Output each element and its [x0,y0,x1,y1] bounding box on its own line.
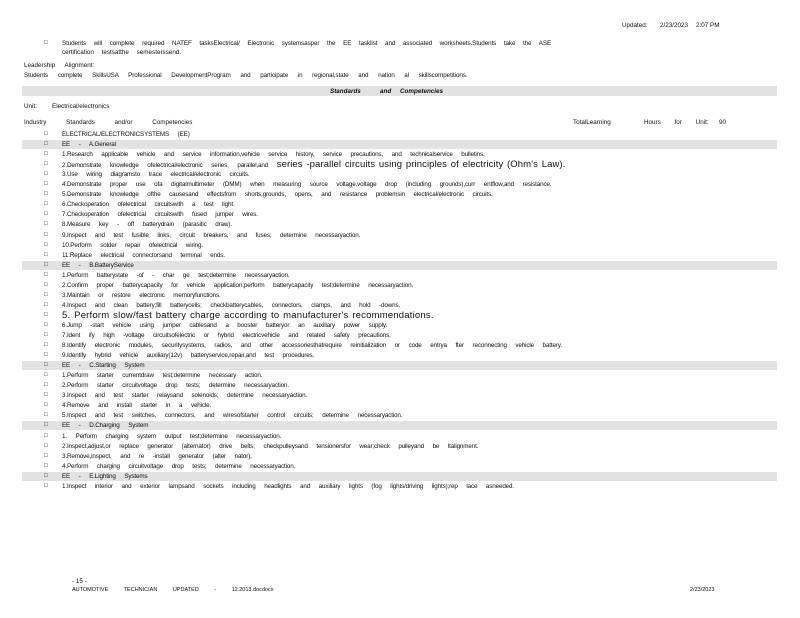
row-bullet-icon: □ [44,392,48,399]
standards-competencies: Competencies [400,88,444,95]
competency-item: 3.Remove,inspect, and re -install generator (alter nator). [62,452,252,460]
row-bullet-icon: □ [44,141,48,148]
row-bullet-icon: □ [44,131,48,137]
row-bullet-icon: □ [44,231,48,238]
section-band [22,140,777,149]
competency-item: 2.Confirm proper batterycapacity for vehicle application;perform batterycapacity test;determine necessaryaction. [62,281,414,289]
row-bullet-icon: □ [44,221,48,228]
updated-date: 2/23/2023 [660,22,689,29]
competency-item: 5. Perform slow/fast battery charge according to manufacturer's recommendations. [62,309,434,321]
row-bullet-icon: □ [44,301,48,308]
competency-item: 1.Perform starter currentdraw test;determine necessary action. [62,372,263,380]
competency-item: 1. Perform charging system output test;determine necessaryaction. [62,432,282,440]
row-bullet-icon: □ [44,151,48,158]
competency-item: 3.Use wiring diagramsto trace electrical/electronic circuits. [62,171,250,179]
row-bullet-icon: □ [44,211,48,218]
competency-emphasis: series -parallel circuits using principles of electricity (Ohm's Law). [276,159,566,171]
intro-line-2: certification testsatthe semesterssend. [62,49,182,56]
row-bullet-icon: □ [44,291,48,298]
competency-item: 7.Checkoperation ofelectrical circuitswith fused jumper wires. [62,211,258,219]
competency-item: 7.Ident ify high -voltage circuitsofelectric or hybrid electricvehicle and related safety precautions. [62,332,391,339]
row-bullet-icon: □ [44,422,48,429]
section-heading: EE - A.General [62,141,116,149]
competency-item: 8.Identify electronic modules, securitysystems, radios, and other accessoriesthatrequire reinitialization or code entrya fter reconnecting vehicle battery. [62,342,562,350]
competency-item: 4.Perform charging circuitvoltage drop tests; determine necessaryaction. [62,462,296,470]
leadership-heading: Leadership Alignment: [24,62,95,69]
row-bullet-icon: □ [44,321,48,328]
competency-item: 1.Perform batterystate -of - char ge test;determine necessaryaction. [62,271,290,279]
row-bullet-icon: □ [44,171,48,178]
competency-item: 5.Demonstrate knowledge ofthe causesand effectsfrom shorts,grounds, opens, and resistance problemsin electrical/electronic circuits. [62,191,493,199]
competency-item: 1.Inspect interior and exterior lampsand sockets including headlights and auxiliary lights (fog lights/driving lights);rep lace asneeded. [62,482,514,490]
intro-bullet-icon: □ [44,40,48,46]
row-bullet-icon: □ [44,372,48,379]
row-bullet-icon: □ [44,472,48,479]
industry-standards-label: Industry Standards and/or Competencies [24,119,193,126]
competency-item: 4.Remove and install starter in a vehicle. [62,402,212,410]
row-bullet-icon: □ [44,241,48,248]
row-bullet-icon: □ [44,161,48,168]
row-bullet-icon: □ [44,442,48,449]
intro-line-1: Students will complete required NATEF tasksElectrical/ Electronic systemsasper the EE tasklist and associated worksheets.Students take the ASE [62,40,552,47]
row-bullet-icon: □ [44,382,48,389]
competency-item: 9.Identify hybrid vehicle auxiliary(12v) batteryservice,repair,and test procedures. [62,352,315,360]
footer-date: 2/23/2023 [690,587,715,593]
section-heading: EE - E.Lighting Systems [62,472,148,480]
section-heading: EE - B.BatteryService [62,261,134,269]
row-bullet-icon: □ [44,462,48,469]
row-bullet-icon: □ [44,271,48,278]
competency-item: ELECTRICAL/ELECTRONICSYSTEMS (EE) [62,131,190,138]
total-learning-label: TotalLearning [573,119,611,126]
row-bullet-icon: □ [44,402,48,409]
row-bullet-icon: □ [44,342,48,349]
row-bullet-icon: □ [44,412,48,419]
row-bullet-icon: □ [44,181,48,188]
competency-item: 4.Inspect and clean battery;fill batterycells; checkbatterycables, connectors, clamps, and hold -downs. [62,301,401,309]
row-bullet-icon: □ [44,332,48,338]
row-bullet-icon: □ [44,251,48,258]
row-bullet-icon: □ [44,191,48,198]
row-bullet-icon: □ [44,261,48,268]
row-bullet-icon: □ [44,201,48,208]
competency-item: 9.Inspect and test fusible links, circuit breakers, and fuses; determine necessaryaction. [62,231,361,239]
standards-label: Standards [330,88,361,95]
standards-and: and [380,88,392,95]
competency-item: 1.Research applicable vehicle and service information,vehicle service history, service precautions, and technicalservice bulletins. [62,151,485,159]
competency-item: 8.Measure key - off batterydrain (parasitic draw). [62,221,232,229]
row-bullet-icon: □ [44,452,48,459]
page-number: - 15 - [72,578,87,585]
row-bullet-icon: □ [44,352,48,359]
hours-value: 90 [719,119,727,126]
competency-item: 3.Inspect and test starter relaysand solenoids; determine necessaryaction. [62,392,308,400]
row-bullet-icon: □ [44,362,48,369]
leadership-text: Students complete SkillsUSA Professional DevelopmentProgram and participate in regional,state and nation al skillscompetitions. [24,72,468,79]
competency-text-part: 2.Demonstrate knowledge ofelectrical/electronic series, parallel,and [62,162,277,170]
competency-item: 6.Jump -start vehicle using jumper cablesand a booster batteryor an auxiliary power supply. [62,321,388,329]
section-heading: EE - D.Charging System [62,422,149,430]
unit-value: Electrical/electronics [52,103,110,110]
row-bullet-icon: □ [44,432,48,439]
row-bullet-icon: □ [44,482,48,489]
competency-item: 10.Perform solder repair ofelectrical wiring. [62,241,203,249]
competency-item: 3.Maintain or restore electronic memoryfunctions. [62,291,221,299]
competency-item: 2.Inspect,adjust,or replace generator (alternator) drive belts; checkpulleysand tensionersfor wear;check pulleyand be ltalignment. [62,442,479,450]
footer-document-name: AUTOMOTIVE TECHNICIAN UPDATED - 12.2013.docdocx [72,587,274,593]
hours-for-unit-label: Hours for Unit: [644,119,709,126]
updated-label: Updated: [622,22,648,29]
competency-item: 11.Replace electrical connectorsand terminal ends. [62,251,225,259]
competency-item [62,159,565,170]
competency-item: 6.Checkoperation ofelectrical circuitswith a test light. [62,201,235,209]
row-bullet-icon: □ [44,311,48,318]
competency-item: 2.Perform starter circuitvoltage drop tests; determine necessaryaction. [62,382,289,390]
competency-item: 4.Demonstrate proper use ofa digitalmultimeter (DMM) when measuring source voltage,voltage drop (including grounds),curr entflow,and resistance. [62,181,552,189]
competency-item: 5.Inspect and test switches, connectors, and wiresofstarter control circuits; determine necessaryaction. [62,412,403,420]
row-bullet-icon: □ [44,281,48,288]
unit-label: Unit: [24,103,37,110]
section-band [22,261,777,270]
section-heading: EE - C.Starting System [62,362,145,370]
updated-time: 2:07 PM [696,22,720,29]
